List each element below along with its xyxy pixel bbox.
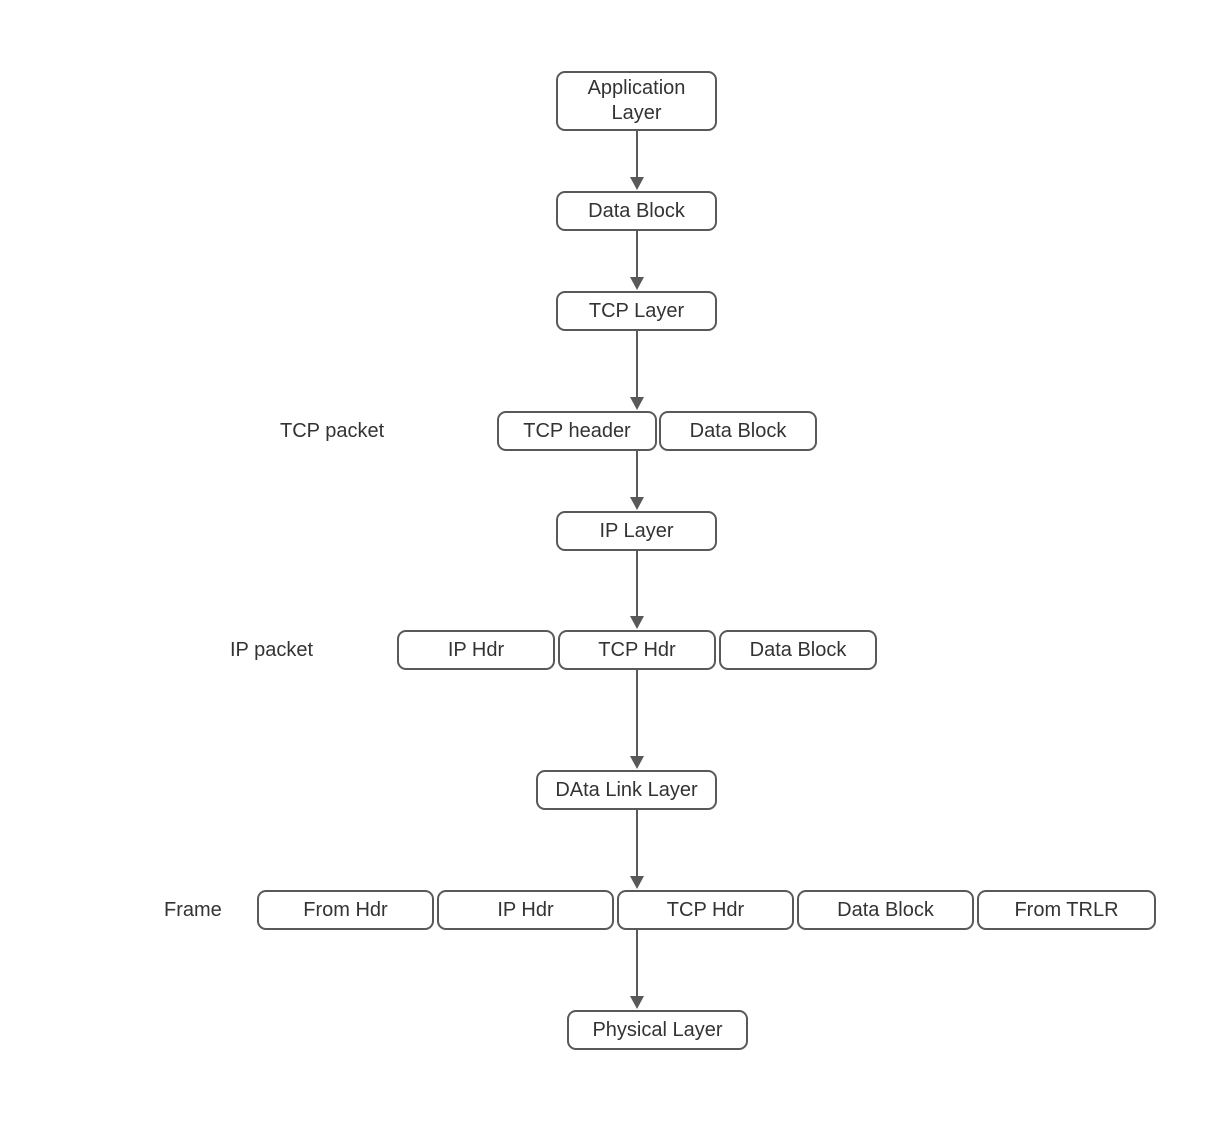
node-data-block: Data Block [556, 191, 717, 231]
arrow-iplayer-to-ippacket [630, 551, 644, 629]
arrow-tcppacket-to-iplayer [630, 451, 644, 510]
node-frame-ip-hdr: IP Hdr [437, 890, 614, 930]
node-ip-packet-tcp-hdr: TCP Hdr [558, 630, 716, 670]
arrow-shaft [636, 670, 638, 757]
arrow-shaft [636, 331, 638, 398]
node-tcp-layer: TCP Layer [556, 291, 717, 331]
arrow-shaft [636, 131, 638, 178]
arrow-head-icon [630, 397, 644, 410]
arrow-head-icon [630, 177, 644, 190]
node-ip-layer: IP Layer [556, 511, 717, 551]
arrow-shaft [636, 231, 638, 278]
node-application-layer: Application Layer [556, 71, 717, 131]
label-frame: Frame [164, 899, 222, 921]
node-ip-hdr: IP Hdr [397, 630, 555, 670]
node-frame-from-hdr: From Hdr [257, 890, 434, 930]
node-frame-from-trlr: From TRLR [977, 890, 1156, 930]
label-ip-packet: IP packet [230, 639, 314, 661]
node-ip-packet-data-block: Data Block [719, 630, 877, 670]
arrow-head-icon [630, 616, 644, 629]
arrow-application-to-datablock [630, 131, 644, 190]
arrow-ippacket-to-datalink [630, 670, 644, 769]
arrow-shaft [636, 810, 638, 877]
arrow-tcplayer-to-tcppacket [630, 331, 644, 410]
arrow-head-icon [630, 996, 644, 1009]
arrow-shaft [636, 551, 638, 617]
arrow-head-icon [630, 756, 644, 769]
arrow-datalink-to-frame [630, 810, 644, 889]
node-physical-layer: Physical Layer [567, 1010, 748, 1050]
node-frame-data-block: Data Block [797, 890, 974, 930]
arrow-frame-to-physical [630, 930, 644, 1009]
label-tcp-packet: TCP packet [280, 420, 385, 442]
arrow-shaft [636, 930, 638, 997]
arrow-head-icon [630, 876, 644, 889]
node-tcp-header: TCP header [497, 411, 657, 451]
node-frame-tcp-hdr: TCP Hdr [617, 890, 794, 930]
arrow-datablock-to-tcplayer [630, 231, 644, 290]
arrow-head-icon [630, 277, 644, 290]
arrow-shaft [636, 451, 638, 498]
arrow-head-icon [630, 497, 644, 510]
node-tcp-packet-data-block: Data Block [659, 411, 817, 451]
node-data-link-layer: DAta Link Layer [536, 770, 717, 810]
